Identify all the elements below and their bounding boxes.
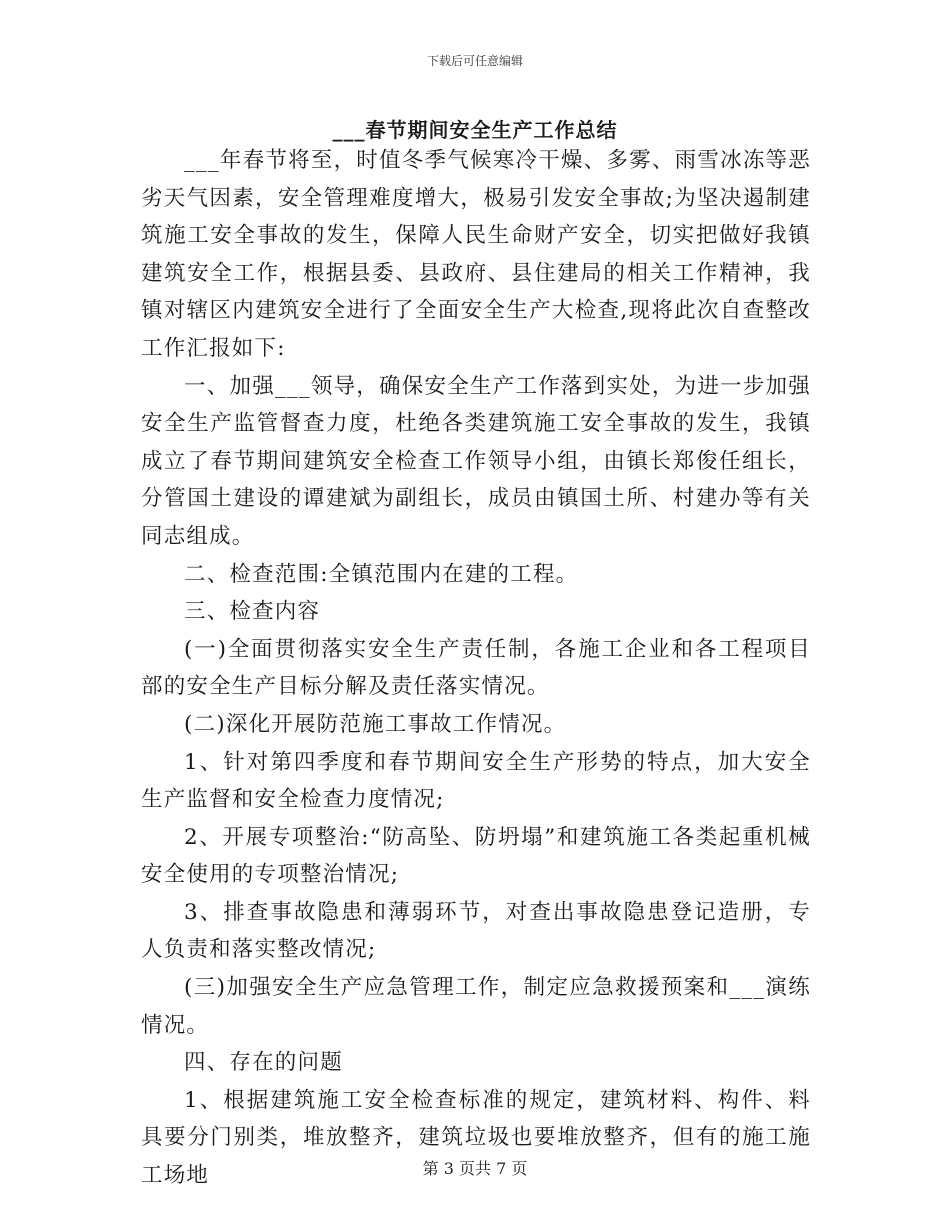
page-footer: 第 3 页共 7 页 <box>422 1159 528 1178</box>
paragraph: (三)加强安全生产应急管理工作，制定应急救援预案和___演练情况。 <box>141 975 811 1038</box>
paragraph: 三、检查内容 <box>184 599 321 625</box>
document-title: ___春节期间安全生产工作总结 <box>332 118 618 142</box>
paragraph: 1、针对第四季度和春节期间安全生产形势的特点，加大安全生产监督和安全检查力度情况; <box>141 749 811 813</box>
paragraph: 四、存在的问题 <box>184 1050 343 1076</box>
paragraph: ___年春节将至，时值冬季气候寒冷干燥、多雾、雨雪冰冻等恶劣天气因素，安全管理难度增大，极易引发安全事故;为坚决遏制建筑施工安全事故的发生，保障人民生命财产安全，切实把做好我镇建筑安全工作，根据县委、县政府、县住建局的相关工作精神，我镇对辖区内建筑安全进行了全面安全生产大检查,现将此次自查整改工作汇报如下: <box>141 148 811 361</box>
paragraph: 一、加强___领导，确保安全生产工作落到实处，为进一步加强安全生产监管督查力度，杜绝各类建筑施工安全事故的发生，我镇成立了春节期间建筑安全检查工作领导小组，由镇长郑俊任组长，分管国土建设的谭建斌为副组长，成员由镇国土所、村建办等有关同志组成。 <box>141 373 811 549</box>
paragraph: 1、根据建筑施工安全检查标准的规定，建筑材料、构件、料具要分门别类，堆放整齐，建筑垃圾也要堆放整齐，但有的施工施工场地 <box>141 1087 811 1189</box>
paragraph: (二)深化开展防范施工事故工作情况。 <box>184 711 567 737</box>
header-note: 下载后可任意编辑 <box>426 54 523 68</box>
paragraph: 二、检查范围:全镇范围内在建的工程。 <box>184 561 579 587</box>
paragraph: 3、排查事故隐患和薄弱环节，对查出事故隐患登记造册，专人负责和落实整改情况; <box>141 899 811 963</box>
paragraph: (一)全面贯彻落实安全生产责任制，各施工企业和各工程项目部的安全生产目标分解及责任落实情况。 <box>141 636 811 700</box>
paragraph: 2、开展专项整治:“防高坠、防坍塌”和建筑施工各类起重机械安全使用的专项整治情况; <box>141 824 811 888</box>
document-body <box>141 142 811 1195</box>
